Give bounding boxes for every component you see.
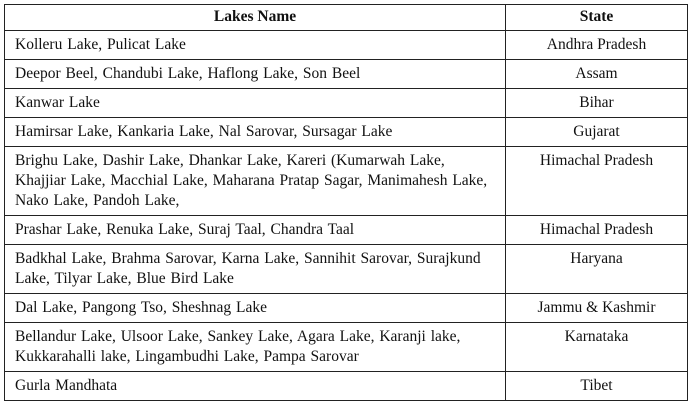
lakes-cell: Hamirsar Lake, Kankaria Lake, Nal Sarovar, Sursagar Lake [5,118,506,147]
state-cell: Haryana [506,245,688,294]
state-cell: Karnataka [506,323,688,372]
table-row [5,31,688,60]
table-row [5,294,688,323]
state-cell: Assam [506,60,688,89]
lakes-cell: Deepor Beel, Chandubi Lake, Haflong Lake, Son Beel [5,60,506,89]
lakes-cell: Gurla Mandhata [5,372,506,401]
lakes-cell: Brighu Lake, Dashir Lake, Dhankar Lake, Kareri (Kumarwah Lake, Khajjiar Lake, Macchial Lake, Maharana Pratap Sagar, Manimahesh Lake, Nako Lake, Pandoh Lake, [5,147,506,216]
table-row [5,118,688,147]
lakes-cell: Badkhal Lake, Brahma Sarovar, Karna Lake, Sannihit Sarovar, Surajkund Lake, Tilyar Lake, Blue Bird Lake [5,245,506,294]
table-row [5,216,688,245]
state-cell: Himachal Pradesh [506,216,688,245]
lakes-cell: Kolleru Lake, Pulicat Lake [5,31,506,60]
lakes-table [4,4,688,401]
state-cell: Tibet [506,372,688,401]
header-lakes-name: Lakes Name [5,5,506,31]
state-cell: Jammu & Kashmir [506,294,688,323]
table-row [5,323,688,372]
header-state: State [506,5,688,31]
table-row [5,372,688,401]
lakes-cell: Bellandur Lake, Ulsoor Lake, Sankey Lake, Agara Lake, Karanji lake, Kukkarahalli lake, Lingambudhi Lake, Pampa Sarovar [5,323,506,372]
header-row [5,5,688,31]
table-row [5,245,688,294]
lakes-cell: Kanwar Lake [5,89,506,118]
state-cell: Andhra Pradesh [506,31,688,60]
lakes-cell: Dal Lake, Pangong Tso, Sheshnag Lake [5,294,506,323]
table-row [5,147,688,216]
state-cell: Bihar [506,89,688,118]
state-cell: Himachal Pradesh [506,147,688,216]
table-row [5,89,688,118]
state-cell: Gujarat [506,118,688,147]
lakes-cell: Prashar Lake, Renuka Lake, Suraj Taal, Chandra Taal [5,216,506,245]
table-row [5,60,688,89]
